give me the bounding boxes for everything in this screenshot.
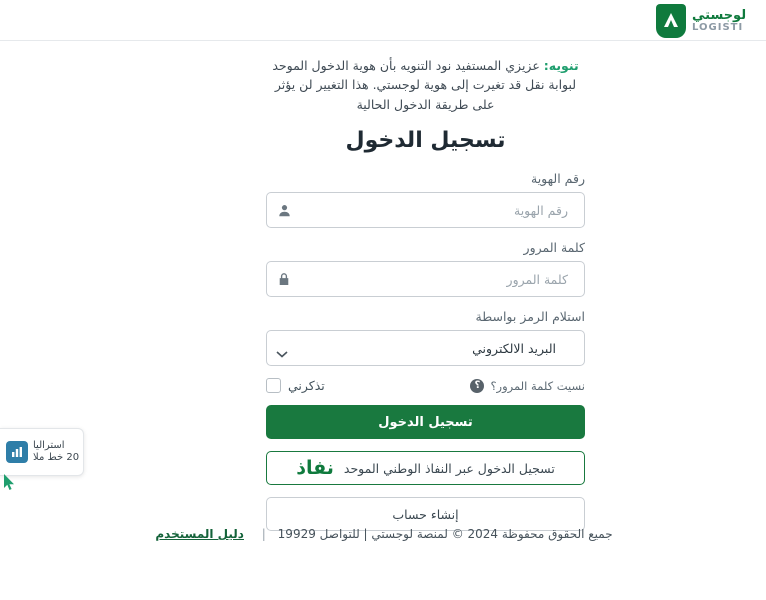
bottom-strip (0, 556, 766, 600)
shield-logo-icon (656, 4, 686, 38)
brand-text (692, 9, 746, 33)
chart-icon (6, 441, 28, 463)
login-form (266, 56, 585, 543)
widget-line-2: 20 خط ملا (33, 452, 80, 463)
remember-checkbox[interactable] (266, 378, 281, 393)
id-input-wrap[interactable] (266, 192, 585, 228)
otp-method-label: استلام الرمز بواسطة (475, 309, 585, 325)
notice-text: عزيزي المستفيد نود التنويه بأن هوية الدخول الموحد لبوابة نقل قد تغيرت إلى هوية لوجستي. هذا التغيير لن يؤثر على طريقة الدخول الحالية (272, 58, 577, 112)
brand-name-en: LOGISTI (692, 21, 744, 33)
mouse-cursor (3, 474, 15, 490)
password-field-label: كلمة المرور (523, 240, 585, 256)
otp-method-group (266, 309, 585, 366)
create-account-button[interactable]: إنشاء حساب (266, 497, 585, 531)
password-input[interactable] (291, 262, 574, 296)
id-field-label: رقم الهوية (531, 171, 585, 187)
widget-line-1: استراليا (33, 439, 65, 451)
remember-me[interactable] (266, 378, 325, 393)
user-icon (277, 202, 291, 218)
question-mark-icon: ؟ (470, 379, 484, 393)
remember-forgot-row (266, 378, 585, 393)
password-input-wrap[interactable] (266, 261, 585, 297)
id-field-group (266, 171, 585, 228)
nafath-login-button[interactable] (266, 451, 585, 485)
login-button[interactable]: تسجيل الدخول (266, 405, 585, 439)
footer-separator: | (261, 527, 266, 541)
floating-widget[interactable] (0, 428, 84, 476)
otp-method-select-wrap[interactable] (266, 330, 585, 366)
remember-label: تذكرني (288, 378, 325, 394)
password-field-group (266, 240, 585, 297)
page-title: تسجيل الدخول (345, 128, 506, 154)
widget-text (33, 440, 79, 465)
brand-logo[interactable] (656, 4, 746, 38)
forgot-password[interactable] (470, 379, 585, 393)
user-guide-link[interactable]: دليل المستخدم (155, 527, 244, 541)
notice-banner (266, 56, 585, 114)
id-input[interactable] (291, 193, 574, 227)
brand-name-ar: لوجستي (692, 7, 747, 23)
page-header (0, 0, 766, 41)
nafath-button-label: تسجيل الدخول عبر النفاذ الوطني الموحد (343, 460, 555, 476)
lock-icon (277, 271, 291, 287)
notice-label: تنويه: (543, 58, 579, 73)
otp-method-select[interactable] (266, 330, 585, 366)
forgot-password-link[interactable]: نسيت كلمة المرور؟ (490, 378, 585, 393)
footer-copyright: جميع الحقوق محفوظة 2024 © لمنصة لوجستي | للتواصل 19929 (277, 527, 613, 541)
nafath-logo: نفاذ (296, 457, 334, 480)
page-footer (84, 527, 684, 541)
